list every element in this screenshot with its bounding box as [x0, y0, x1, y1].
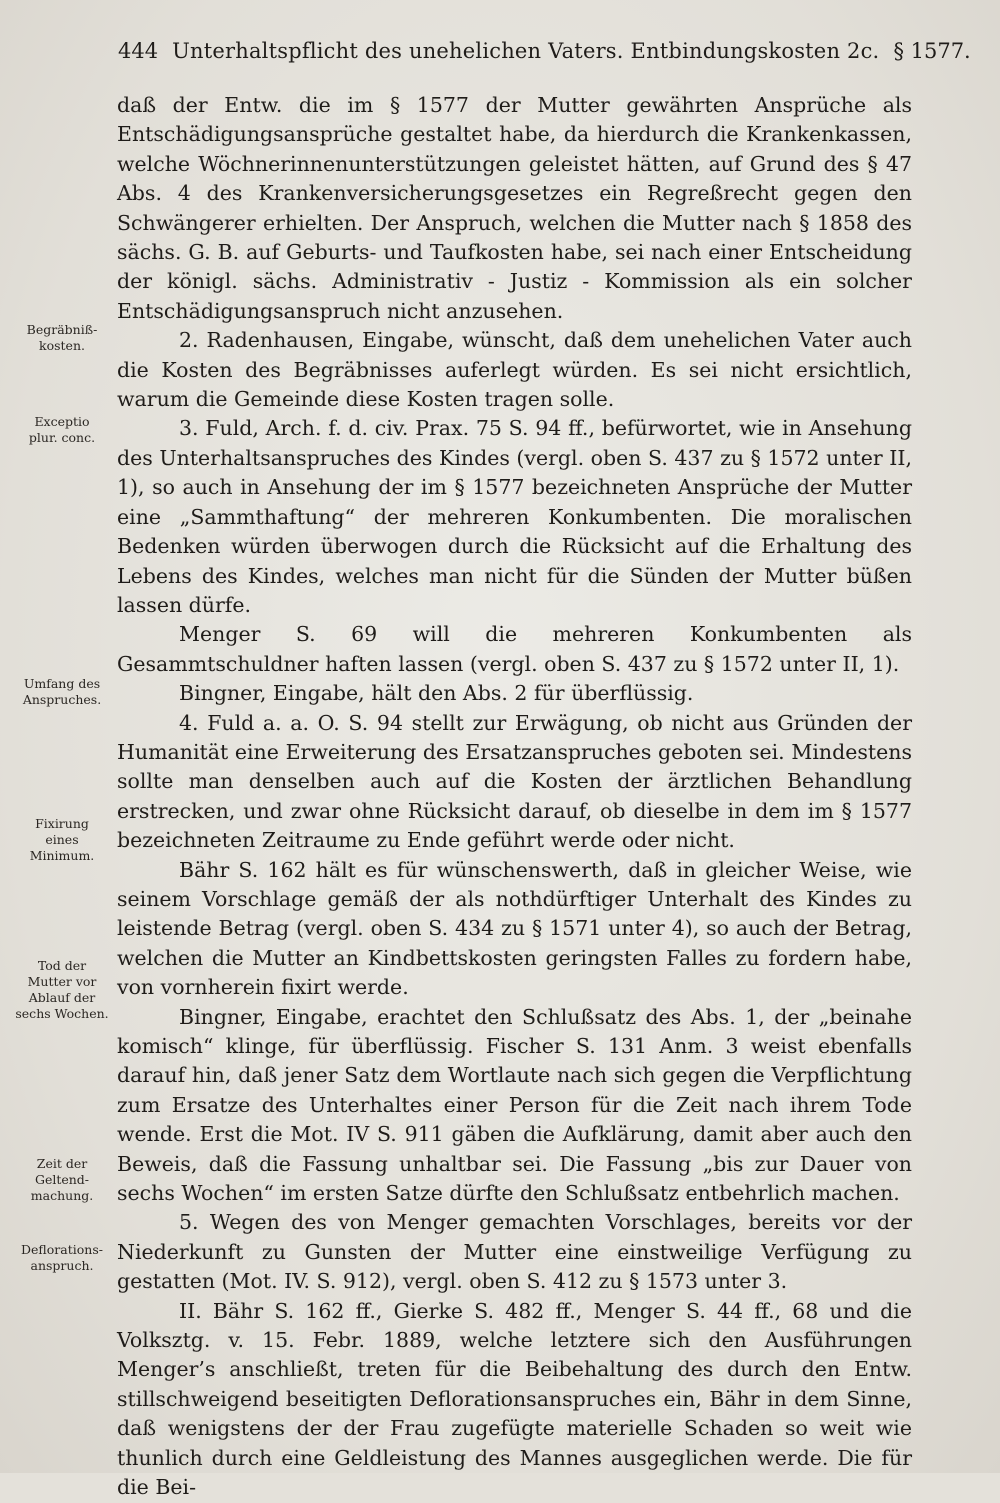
- margin-note-deflorationsanspruch: Deflorations- anspruch.: [21, 1242, 103, 1273]
- paragraph-bingner-schlusssatz: Bingner, Eingabe, erachtet den Schlußsatz des Abs. 1, der „beinahe komisch“ klinge, für überflüssig. Fischer S. 131 Anm. 3 weist ebenfalls darauf hin, daß jener Satz dem Wortlaute nach sich gegen die Verpflichtung zum Ersatze des Unterhaltes einer Person für die Zeit nach ihrem Tode wende. Erst die Mot. IV S. 911 gäben die Aufklärung, damit aber auch den Beweis, daß die Fassung unhaltbar sei. Die Fassung „bis zur Dauer von sechs Wochen“ im ersten Satze dürfte den Schlußsatz entbehrlich machen.: [117, 1004, 912, 1206]
- paragraph-menger: Menger S. 69 will die mehreren Konkumbenten als Gesammtschuldner haften lassen (vergl. oben S. 437 zu § 1572 unter II, 1).: [117, 622, 912, 676]
- margin-note-fixirung: Fixirung eines Minimum.: [29, 816, 95, 863]
- paragraph-2-radenhausen: 2. Radenhausen, Eingabe, wünscht, daß dem unehelichen Vater auch die Kosten des Begräbnisses auferlegt würden. Es sei nicht ersichtlich, warum die Gemeinde diese Kosten tragen solle.: [117, 328, 912, 412]
- paragraph-baehr: Bähr S. 162 hält es für wünschenswerth, daß in gleicher Weise, wie seinem Vorschlage gemäß der als nothdürftiger Unterhalt des Kindes zu leistende Betrag (vergl. oben S. 434 zu § 1571 unter 4), so auch der Betrag, welchen die Mutter an Kindbettskosten geringsten Falles zu fordern habe, von vornherein fixirt werde.: [117, 857, 912, 1000]
- running-title: Unterhaltspflicht des unehelichen Vaters. Entbindungskosten 2c.: [172, 39, 880, 63]
- margin-note-umfang: Umfang des Anspruches.: [22, 676, 102, 707]
- margin-note-begraebnisskosten: Begräbniß- kosten.: [26, 322, 98, 353]
- paragraph-ii-deflorationsanspruch: II. Bähr S. 162 ff., Gierke S. 482 ff., Menger S. 44 ff., 68 und die Volksztg. v. 15. Febr. 1889, welche letztere sich den Ausführungen Menger’s anschließt, treten für die Beibehaltung des durch den Entw. stillschweigend beseitigten Deflorationsanspruches ein, Bähr in dem Sinne, daß wenigstens der der Frau zugefügte materielle Schaden so weit wie thunlich durch eine Geldleistung des Mannes ausgeglichen werde. Die für die Bei-: [117, 1298, 912, 1500]
- paragraph-5-menger: 5. Wegen des von Menger gemachten Vorschlages, bereits vor der Niederkunft zu Gunsten der Mutter eine einstweilige Verfügung zu gestatten (Mot. IV. S. 912), vergl. oben S. 412 zu § 1573 unter 3.: [117, 1210, 912, 1294]
- paragraph-3-fuld: 3. Fuld, Arch. f. d. civ. Prax. 75 S. 94 ff., befürwortet, wie in Ansehung des Unterhaltsanspruches des Kindes (vergl. oben S. 437 zu § 1572 unter II, 1), so auch in Ansehung der im § 1577 bezeichneten Ansprüche der Mutter eine „Sammthaftung“ der mehreren Konkumbenten. Die moralischen Bedenken würden überwogen durch die Rücksicht auf die Erhaltung des Lebens des Kindes, welches man nicht für die Sünden der Mutter büßen lassen dürfe.: [117, 416, 912, 617]
- body-text: [117, 91, 912, 1503]
- margin-note-exceptio: Exceptio plur. conc.: [28, 414, 96, 445]
- section-reference: § 1577.: [893, 39, 971, 63]
- page-number: 444: [118, 39, 159, 63]
- margin-note-geltendmachung: Zeit der Geltend- machung.: [30, 1156, 94, 1203]
- running-header: [118, 34, 971, 68]
- margin-note-tod-der-mutter: Tod der Mutter vor Ablauf der sechs Wochen.: [15, 958, 109, 1021]
- paragraph-continuation: daß der Entw. die im § 1577 der Mutter gewährten Ansprüche als Entschädigungsansprüche gestaltet habe, da hierdurch die Krankenkassen, welche Wöchnerinnenunterstützungen geleistet hätten, auf Grund des § 47 Abs. 4 des Krankenversicherungsgesetzes ein Regreßrecht gegen den Schwängerer erhielten. Der Anspruch, welchen die Mutter nach § 1858 des sächs. G. B. auf Geburts- und Taufkosten habe, sei nach einer Entscheidung der königl. sächs. Administrativ - Justiz - Kommission als ein solcher Entschädigungsanspruch nicht anzusehen.: [117, 93, 912, 323]
- paragraph-4-fuld: 4. Fuld a. a. O. S. 94 stellt zur Erwägung, ob nicht aus Gründen der Humanität eine Erweiterung des Ersatzanspruches geboten sei. Mindestens sollte man denselben auch auf die Kosten der ärztlichen Behandlung erstrecken, und zwar ohne Rücksicht darauf, ob dieselbe in dem im § 1577 bezeichneten Zeitraume zu Ende geführt werde oder nicht.: [117, 710, 912, 853]
- paragraph-bingner: Bingner, Eingabe, hält den Abs. 2 für überflüssig.: [179, 681, 694, 706]
